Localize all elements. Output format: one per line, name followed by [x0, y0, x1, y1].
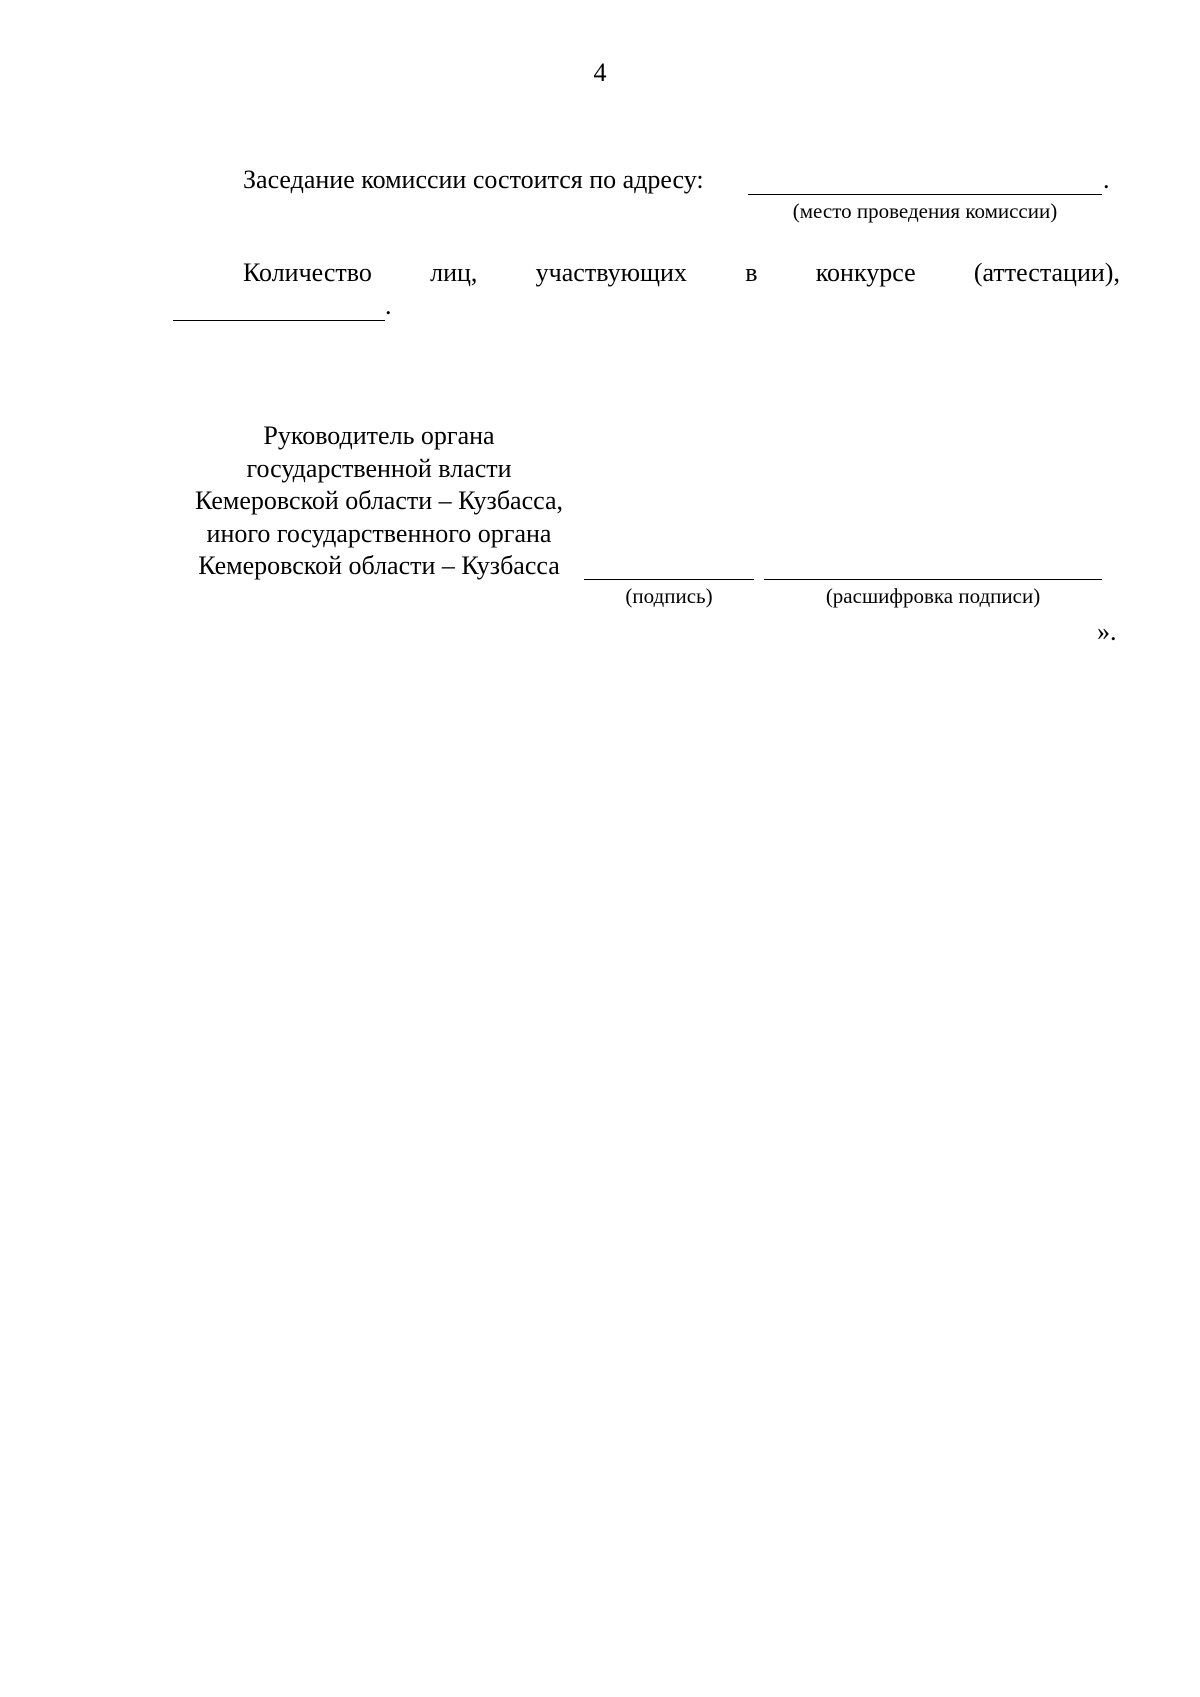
signature-caption: (подпись) [625, 584, 713, 608]
signatory-line: государственной власти [246, 453, 512, 483]
participants-word: в [745, 258, 758, 287]
participants-word: Количество [243, 258, 372, 287]
participants-word: лиц, [430, 258, 478, 287]
signatory-line: Кемеровской области – Кузбасса [198, 551, 560, 580]
participants-end-period: . [385, 291, 392, 320]
participants-word: конкурсе [815, 258, 916, 287]
page-number: 4 [593, 58, 607, 87]
signature-decoding-blank-line [764, 579, 1102, 580]
signature-blank-line [584, 579, 754, 580]
participants-blank-line [173, 320, 385, 321]
signatory-title [170, 420, 588, 583]
address-caption: (место проведения комиссии) [792, 199, 1058, 223]
address-blank-line [748, 194, 1102, 195]
signatory-line: иного государственного органа [206, 518, 552, 548]
signatory-line: Руководитель органа [263, 421, 495, 450]
closing-quote: ». [1097, 617, 1117, 646]
participants-word: участвующих [535, 258, 687, 287]
signature-decoding-caption: (расшифровка подписи) [825, 584, 1041, 608]
participants-row [243, 258, 1120, 288]
commission-address-label: Заседание комиссии состоится по адресу: [243, 165, 704, 194]
signatory-line: Кемеровской области – Кузбасса, [194, 486, 564, 515]
address-end-period: . [1103, 165, 1110, 194]
participants-word: (аттестации), [973, 258, 1120, 287]
